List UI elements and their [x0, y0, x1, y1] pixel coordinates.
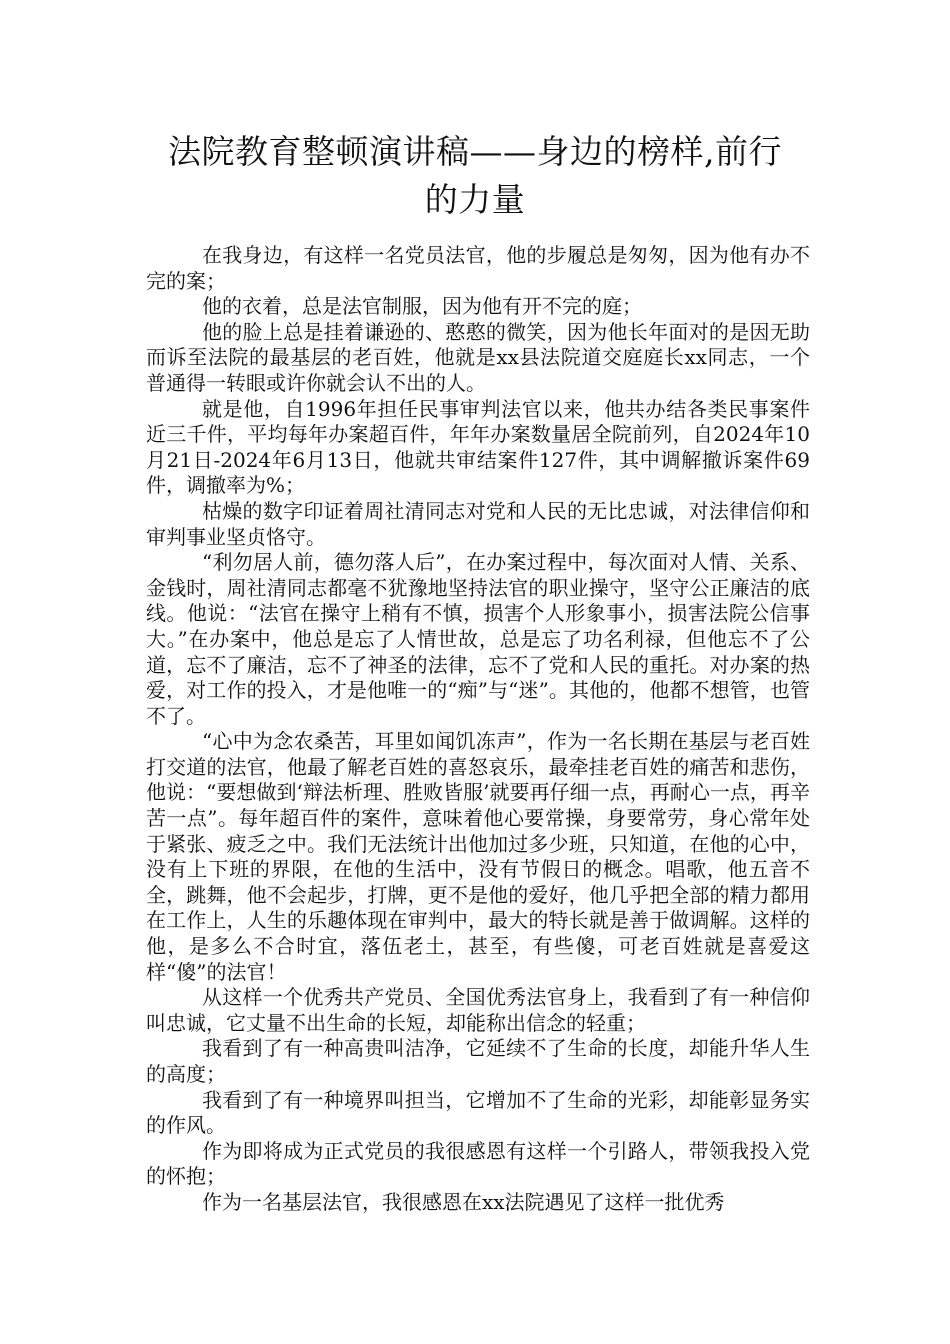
paragraph: 我看到了有一种境界叫担当，它增加不了生命的光彩，却能彰显务实的作风。: [146, 1087, 810, 1138]
paragraph: 就是他，自1996年担任民事审判法官以来，他共办结各类民事案件近三千件，平均每年办案超百件，年年办案数量居全院前列，自2024年10月21日-2024年6月13日，他就共审结案件127件，其中调解撤诉案件69件，调撤率为%；: [146, 396, 810, 498]
paragraph: “心中为念农桑苦，耳里如闻饥冻声”，作为一名长期在基层与老百姓打交道的法官，他最了解老百姓的喜怒哀乐，最牵挂老百姓的痛苦和悲伤，他说：“要想做到‘辩法析理、胜败皆服’就要再仔细一点，再耐心一点，再辛苦一点”。每年超百件的案件，意味着他心要常操，身要常劳，身心常年处于紧张、疲乏之中。我们无法统计出他加过多少班，只知道，在他的心中，没有上下班的界限，在他的生活中，没有节假日的概念。唱歌，他五音不全，跳舞，他不会起步，打牌，更不是他的爱好，他几乎把全部的精力都用在工作上，人生的乐趣体现在审判中，最大的特长就是善于做调解。这样的他，是多么不合时宜，落伍老土，甚至，有些傻，可老百姓就是喜爱这样“傻”的法官！: [146, 729, 810, 984]
paragraph: 从这样一个优秀共产党员、全国优秀法官身上，我看到了有一种信仰叫忠诚，它丈量不出生命的长短，却能称出信念的轻重；: [146, 985, 810, 1035]
paragraph: 我看到了有一种高贵叫洁净，它延续不了生命的长度，却能升华人生的高度；: [146, 1036, 810, 1086]
paragraph: 枯燥的数字印证着周社清同志对党和人民的无比忠诚，对法律信仰和审判事业坚贞恪守。: [146, 498, 810, 549]
title-line-1: 法院教育整顿演讲稿——身边的榜样,前行: [168, 132, 782, 171]
paragraph: 作为即将成为正式党员的我很感恩有这样一个引路人，带领我投入党的怀抱；: [146, 1138, 810, 1189]
paragraph: 他的衣着，总是法官制服，因为他有开不完的庭；: [202, 294, 642, 319]
paragraph: 他的脸上总是挂着谦逊的、憨憨的微笑，因为他长年面对的是因无助而诉至法院的最基层的老百姓，他就是xx县法院道交庭庭长xx同志，一个普通得一转眼或许你就会认不出的人。: [146, 319, 810, 395]
document-title: [120, 128, 830, 224]
paragraph: 在我身边，有这样一名党员法官，他的步履总是匆匆，因为他有办不完的案；: [146, 243, 810, 293]
paragraph: 作为一名基层法官，我很感恩在xx法院遇见了这样一批优秀: [202, 1189, 725, 1214]
document-body: [146, 243, 810, 1216]
title-line-2: 的力量: [424, 180, 526, 219]
paragraph: “利勿居人前，德勿落人后”，在办案过程中，每次面对人情、关系、金钱时，周社清同志都毫不犹豫地坚持法官的职业操守，坚守公正廉洁的底线。他说：“法官在操守上稍有不慎，损害个人形象事小，损害法院公信事大。”在办案中，他总是忘了人情世故，总是忘了功名利禄，但他忘不了公道，忘不了廉洁，忘不了神圣的法律，忘不了党和人民的重托。对办案的热爱，对工作的投入，才是他唯一的“痴”与“迷”。其他的，他都不想管，也管不了。: [146, 550, 810, 728]
